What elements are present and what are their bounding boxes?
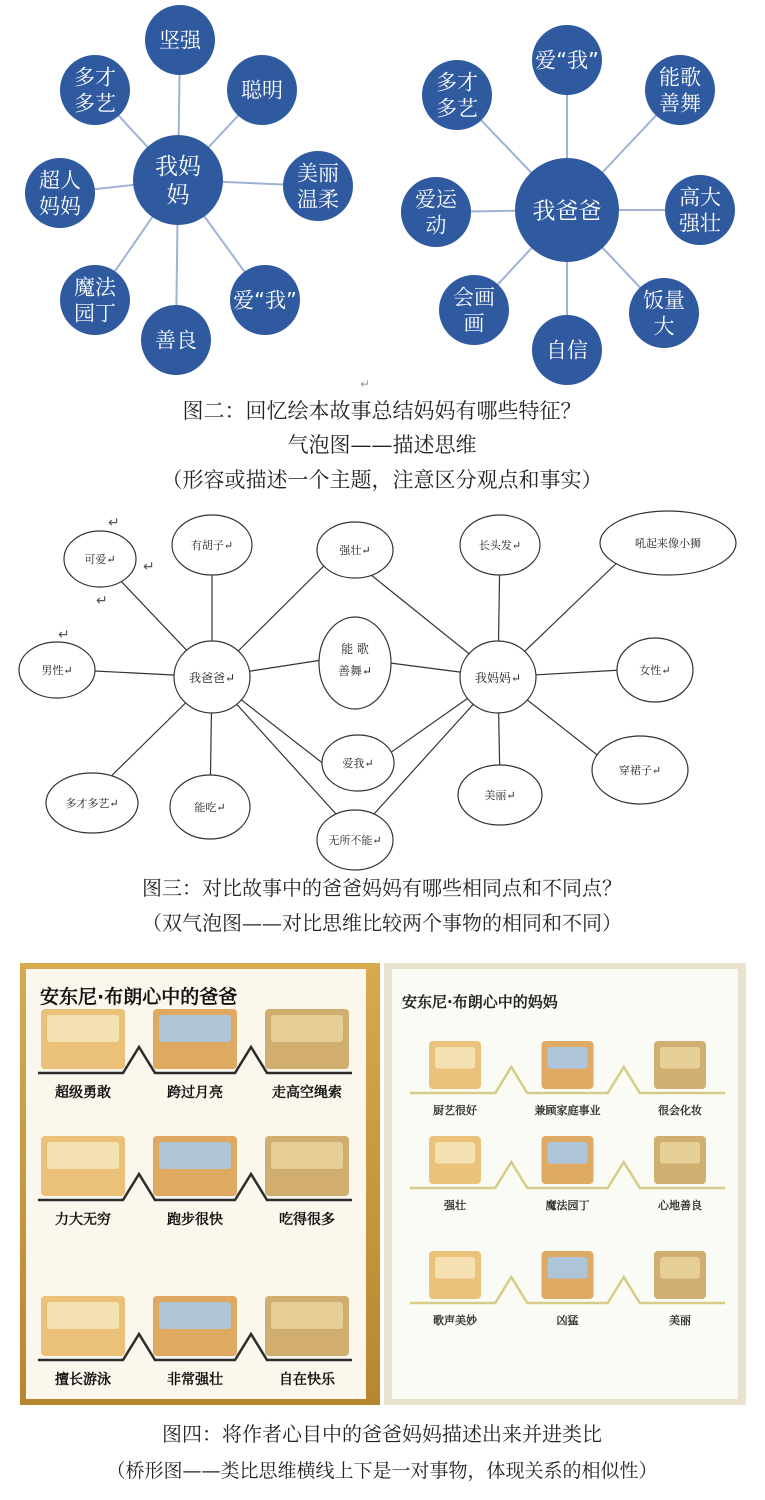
mom-only-label: 吼起来像小狮 — [635, 537, 701, 550]
attribute-bubble-label: 美丽 — [297, 161, 339, 186]
attribute-bubble-label: 多才 — [436, 70, 478, 95]
shared-label: 善舞↵ — [337, 664, 373, 678]
mom-only-label: 女性↵ — [639, 664, 671, 677]
illustration-detail — [271, 1302, 343, 1329]
attribute-bubble-label: 坚强 — [159, 28, 201, 53]
illustration-detail — [548, 1142, 588, 1164]
bridge-item-label: 厨艺很好 — [433, 1104, 477, 1117]
illustration-detail — [660, 1142, 700, 1164]
attribute-bubble-label: 善舞 — [659, 91, 701, 116]
illustration-detail — [271, 1015, 343, 1042]
bridge-item-label: 超级勇敢 — [55, 1085, 111, 1101]
illustration-detail — [435, 1047, 475, 1069]
illustration-detail — [548, 1047, 588, 1069]
dad-only-label: 有胡子↵ — [190, 539, 234, 552]
figure2-caption-line2: 气泡图——描述思维 — [287, 433, 477, 457]
mom-center-label: 我妈妈↵ — [474, 671, 522, 685]
illustration-detail — [159, 1015, 231, 1042]
bridge-item-label: 力大无穷 — [55, 1212, 111, 1228]
shared-label: 爱我↵ — [342, 757, 374, 770]
illustration-detail — [660, 1257, 700, 1279]
shared-label: 能 歌 — [341, 642, 369, 656]
dad-bubble-map — [401, 25, 735, 385]
bridge-item-label: 擅长游泳 — [55, 1372, 111, 1388]
attribute-bubble-label: 饭量 — [643, 288, 685, 313]
illustration-detail — [271, 1142, 343, 1169]
mom-only-label: 长头发↵ — [478, 539, 522, 552]
figure4-caption-line1: 图四：将作者心目中的爸爸妈妈描述出来并进类比 — [162, 1422, 602, 1446]
figure4-caption-line2: （桥形图——类比思维横线上下是一对事物，体现关系的相似性） — [106, 1460, 658, 1482]
attribute-bubble-label: 妈妈 — [39, 194, 81, 219]
illustration-detail — [47, 1302, 119, 1329]
bridge-item-label: 跑步很快 — [167, 1212, 223, 1228]
mom-panel-title: 安东尼·布朗心中的妈妈 — [402, 993, 558, 1011]
dad-center-label: 我爸爸↵ — [188, 671, 236, 685]
attribute-bubble-label: 画 — [463, 311, 485, 336]
mom-bridge-rows — [410, 1041, 725, 1327]
illustration-detail — [435, 1257, 475, 1279]
attribute-bubble-label: 多艺 — [74, 91, 116, 116]
bridge-item-label: 兼顾家庭事业 — [534, 1104, 601, 1117]
illustration-detail — [47, 1142, 119, 1169]
attribute-bubble-label: 高大 — [679, 185, 721, 210]
figure4-bridge-maps — [0, 955, 765, 1500]
svg-text:↵: ↵ — [143, 559, 155, 575]
illustration-detail — [548, 1257, 588, 1279]
bridge-item-label: 吃得很多 — [279, 1212, 335, 1228]
attribute-bubble-label: 爱运 — [415, 187, 457, 212]
illustration-detail — [159, 1142, 231, 1169]
bridge-item-label: 魔法园丁 — [545, 1199, 590, 1212]
figure2-caption-line1: 图二：回忆绘本故事总结妈妈有哪些特征？ — [182, 399, 582, 423]
attribute-bubble-label: 大 — [653, 314, 675, 339]
dad-panel-title: 安东尼·布朗心中的爸爸 — [40, 986, 238, 1008]
attribute-bubble-label: 温柔 — [297, 187, 339, 212]
illustration-detail — [435, 1142, 475, 1164]
double-bubble-nodes — [19, 511, 736, 870]
illustration-detail — [159, 1302, 231, 1329]
attribute-bubble-label: 动 — [425, 213, 447, 238]
attribute-bubble-label: 善良 — [155, 328, 197, 353]
attribute-bubble-label: 聪明 — [241, 78, 283, 103]
attribute-bubble-label: 爱“我” — [535, 48, 599, 73]
shared-label: 强壮↵ — [339, 544, 371, 557]
bridge-item-label: 心地善良 — [658, 1199, 702, 1212]
attribute-bubble-label: 多才 — [74, 65, 116, 90]
attribute-bubble-label: 爱“我” — [233, 288, 297, 313]
center-bubble-label: 我爸爸 — [532, 198, 602, 225]
attribute-bubble-label: 会画 — [453, 285, 495, 310]
bridge-item-label: 歌声美妙 — [433, 1314, 477, 1327]
bridge-item-label: 跨过月亮 — [167, 1085, 223, 1101]
figure3-caption-line2: （双气泡图——对比思维比较两个事物的相同和不同） — [142, 911, 622, 935]
bridge-item-label: 很会化妆 — [658, 1104, 702, 1117]
bridge-item-label: 自在快乐 — [279, 1372, 335, 1388]
attribute-bubble-label: 强壮 — [679, 211, 721, 236]
svg-text:↵: ↵ — [96, 593, 108, 609]
figure2-caption-line3: （形容或描述一个主题，注意区分观点和事实） — [161, 468, 603, 492]
attribute-bubble-label: 多艺 — [436, 96, 478, 121]
dad-only-label: 可爱↵ — [84, 553, 116, 566]
center-bubble-label: 妈 — [166, 182, 190, 209]
figure3-caption-line1: 图三：对比故事中的爸爸妈妈有哪些相同点和不同点？ — [142, 876, 622, 900]
mom-only-label: 穿裙子↵ — [618, 764, 662, 777]
attribute-bubble-label: 能歌 — [659, 65, 701, 90]
bridge-item-label: 美丽 — [669, 1314, 691, 1327]
dad-only-label: 能吃↵ — [194, 801, 226, 814]
bridge-item-label: 凶猛 — [556, 1314, 579, 1327]
illustration-detail — [660, 1047, 700, 1069]
bridge-item-label: 强壮 — [444, 1199, 466, 1212]
bridge-item-label: 走高空绳索 — [272, 1085, 342, 1101]
bridge-item-label: 非常强壮 — [167, 1372, 223, 1388]
attribute-bubble-label: 超人 — [39, 168, 81, 193]
dad-only-label: 多才多艺↵ — [65, 797, 119, 810]
center-bubble — [133, 135, 223, 225]
figure2-bubble-maps — [0, 0, 765, 500]
shared-label: 无所不能↵ — [328, 834, 382, 847]
figure3-double-bubble-map — [0, 505, 765, 955]
center-bubble-label: 我妈 — [155, 153, 201, 180]
attribute-bubble-label: 园丁 — [74, 301, 116, 326]
svg-text:↵: ↵ — [58, 627, 70, 643]
svg-text:↵: ↵ — [108, 515, 120, 531]
dad-only-label: 男性↵ — [41, 664, 73, 677]
attribute-bubble-label: 魔法 — [74, 275, 116, 300]
shared-bubble — [319, 617, 391, 709]
illustration-detail — [47, 1015, 119, 1042]
mom-bubble-map — [25, 5, 353, 375]
mom-only-label: 美丽↵ — [484, 789, 516, 802]
return-mark: ↵ — [360, 377, 371, 391]
attribute-bubble-label: 自信 — [546, 338, 588, 363]
